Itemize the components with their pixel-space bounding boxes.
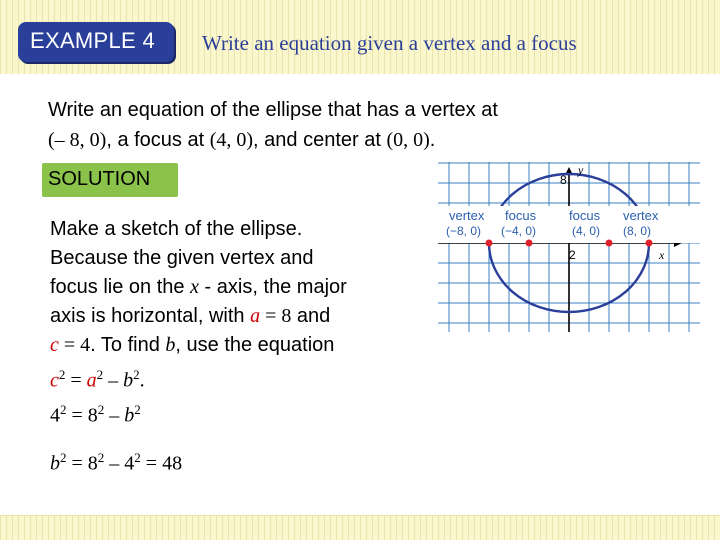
exponent: 2 — [60, 402, 67, 417]
problem-line-2 — [48, 125, 698, 155]
c-value: 4 — [80, 334, 91, 356]
equation-line-1 — [50, 402, 141, 428]
minus-sign: – — [104, 404, 125, 427]
a-variable: a — [86, 369, 97, 392]
problem-text: , a focus at — [106, 129, 210, 151]
eq-term: 4 — [124, 452, 135, 475]
eq-term: 4 — [50, 404, 60, 427]
ellipse-graph — [438, 162, 700, 332]
eq-result: 48 — [162, 452, 183, 475]
solution-text-part: - axis, the major — [198, 276, 347, 298]
solution-text-part: . To find — [90, 334, 166, 356]
solution-line — [50, 331, 440, 360]
exponent: 2 — [60, 450, 67, 465]
problem-text: , and center at — [253, 129, 387, 151]
solution-text-part: and — [291, 305, 331, 327]
solution-line — [50, 360, 440, 396]
problem-line-1: Write an equation of the ellipse that has a vertex at — [48, 99, 498, 121]
solution-text — [50, 215, 440, 396]
x-variable: x — [190, 276, 199, 298]
exponent: 2 — [134, 450, 141, 465]
eq-term: 8 — [87, 452, 98, 475]
eq-term: 8 — [87, 404, 98, 427]
solution-line: Make a sketch of the ellipse. — [50, 218, 303, 240]
exponent: 2 — [133, 367, 140, 382]
vertex-coords: (– 8, 0) — [48, 129, 107, 151]
solution-line: Because the given vertex and — [50, 247, 314, 269]
y-axis-label: y — [578, 163, 584, 177]
exponent: 2 — [96, 367, 104, 382]
focus-right-point — [606, 240, 613, 247]
solution-line — [50, 302, 440, 331]
b-variable: b — [50, 452, 60, 475]
vertex-right-label: vertex — [623, 208, 659, 223]
x-axis-label: x — [659, 248, 665, 262]
solution-line — [50, 273, 440, 302]
b-variable: b — [124, 404, 135, 427]
vertex-left-label: vertex — [449, 208, 485, 223]
exponent: 2 — [134, 402, 141, 417]
exponent: 2 — [97, 402, 105, 417]
a-variable: a — [250, 305, 261, 327]
minus-sign: – — [104, 452, 125, 475]
vertex-right-coords: (8, 0) — [623, 224, 652, 238]
exponent: 2 — [97, 450, 105, 465]
example-tab-label: EXAMPLE 4 — [30, 28, 155, 53]
minus-sign: – — [103, 369, 124, 392]
solution-text-part: axis is horizontal, with — [50, 305, 251, 327]
b-variable: b — [123, 369, 134, 392]
focus-left-label: focus — [505, 208, 537, 223]
example-tab — [18, 22, 174, 62]
solution-label-box — [42, 163, 178, 197]
equals-sign: = — [66, 452, 88, 475]
equals-sign: = — [58, 334, 81, 356]
vertex-left-point — [486, 240, 493, 247]
focus-left-point — [526, 240, 533, 247]
solution-label: SOLUTION — [48, 168, 151, 190]
equals-sign: = — [66, 404, 88, 427]
problem-statement — [48, 95, 698, 155]
focus-right-coords: (4, 0) — [572, 224, 601, 238]
c-variable: c — [50, 334, 59, 356]
vertex-right-point — [646, 240, 653, 247]
graph-axes — [438, 167, 682, 332]
equals-sign: = — [260, 305, 282, 327]
exponent: 2 — [58, 367, 66, 382]
c-variable: c — [50, 369, 59, 392]
focus-left-coords: (−4, 0) — [501, 224, 537, 238]
problem-text: . — [429, 129, 436, 151]
footer-stripe — [0, 515, 720, 540]
equals-sign: = — [65, 369, 87, 392]
solution-text-part: focus lie on the — [50, 276, 191, 298]
x-tick-label: 2 — [569, 248, 576, 262]
page-title: Write an equation given a vertex and a focus — [202, 31, 577, 55]
a-value: 8 — [281, 305, 292, 327]
focus-coords: (4, 0) — [209, 129, 254, 151]
vertex-left-coords: (−8, 0) — [446, 224, 482, 238]
period: . — [139, 369, 145, 392]
solution-text-part: , use the equation — [175, 334, 335, 356]
b-variable: b — [165, 334, 176, 356]
center-coords: (0, 0) — [386, 129, 430, 151]
y-tick-label: 8 — [560, 173, 567, 187]
equation-line-2 — [50, 450, 182, 476]
focus-right-label: focus — [569, 208, 601, 223]
equals-sign: = — [140, 452, 163, 475]
